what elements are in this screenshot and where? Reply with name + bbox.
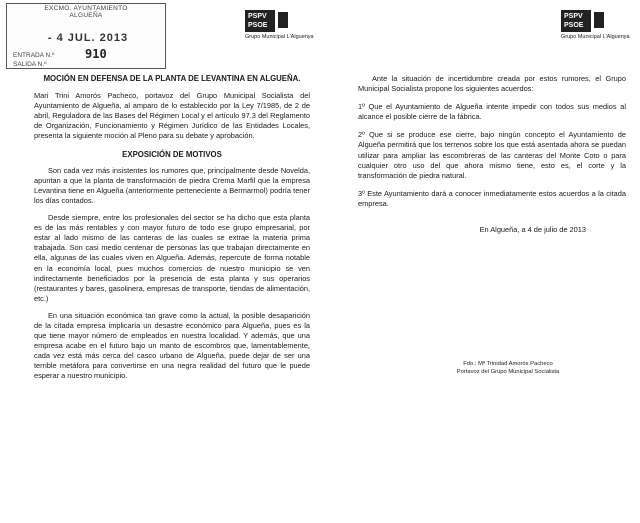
- motion-title: MOCIÓN EN DEFENSA DE LA PLANTA DE LEVANTINA EN ALGUEÑA.: [43, 74, 301, 83]
- motives-paragraph-1: Son cada vez más insistentes los rumores que, principalmente desde Novelda, apuntan a que la planta de transformación de piedra Crema Marfil que la empresa Levantina tiene en Algueña (anteriormente perteneciente a Bermarmol) podría tener los días contados.: [34, 165, 310, 205]
- rose-icon: [278, 12, 288, 28]
- stamp-date: - 4 JUL. 2013: [47, 32, 129, 44]
- registry-stamp: [6, 3, 166, 69]
- psoe-logo-left: [245, 10, 317, 40]
- stamp-entrada-number: 910: [85, 47, 107, 61]
- stamp-salida-label: SALIDA N.º: [13, 61, 47, 68]
- stamp-entrada-label: ENTRADA N.º: [13, 52, 55, 59]
- agreement-3: 3º Este Ayuntamiento dará a conocer inmediatamente estos acuerdos a la citada empresa.: [358, 188, 626, 208]
- logo-line1: PSPV: [248, 13, 267, 20]
- agreement-1: 1º Que el Ayuntamiento de Algueña intente impedir con todos sus medios al alcance el posible cierre de la fábrica.: [358, 102, 626, 122]
- document-date: En Algueña, a 4 de julio de 2013: [479, 225, 586, 235]
- motives-paragraph-3: En una situación económica tan grave como la actual, la posible desaparición de la citada empresa implicaría un desastre económico para Algueña, pues es la que tiene mayor número de empleados en nuestra localidad. Y además, que una empresa acabe en el futuro bajo un manto de escombros que, lamentablemente, cada vez está más cerca del casco urbano de Algueña, puede dejar de ser una terrible metáfora para convertirse en una negra realidad del futuro que le puede esperar a nuestro municipio.: [34, 310, 310, 381]
- stamp-org-line2: ALGUEÑA: [69, 12, 103, 19]
- stamp-org: [11, 5, 161, 19]
- logo-line2: PSOE: [248, 22, 268, 29]
- logo-caption: Grupo Municipal L'Alguenya: [561, 34, 630, 40]
- psoe-logo-right: [561, 10, 633, 40]
- agreement-2: 2º Que si se produce ese cierre, bajo ningún concepto el Ayuntamiento de Algueña permitirá que los terrenos sobre los que está asentada ahora se puedan utilizar para ampliar las escombreras de las canteras del Monte Coto o para cualquier otro uso del que ahora mismo tiene, esto es, el corte y la transformación de piedra natural.: [358, 130, 626, 180]
- motives-paragraph-2: Desde siempre, entre los profesionales del sector se ha dicho que esta planta es de las más rentables y con mayor futuro de todo ese grupo empresarial, por estar al lado mismo de las canteras de las cuales se extrae la materia prima trabajada. Son casi medio centenar de personas las que trabajan directamente en ella, algunas de las cuales viven en Algueña. Además, repercute de forma notable en la economía local, pues muchos comercios de nuestro municipio se ven indirectamente beneficiados por la presencia de esta planta y sus operarios (restaurantes y bares, gasolinera, empresas de transporte, tiendas de alimentación, etc.): [34, 213, 310, 303]
- right-column: [358, 74, 626, 235]
- psoe-logo-box: [561, 10, 591, 32]
- rose-icon: [594, 12, 604, 28]
- psoe-logo-box: [245, 10, 275, 32]
- agreements-intro: Ante la situación de incertidumbre creada por estos rumores, el Grupo Municipal Socialista propone los siguientes acuerdos:: [358, 74, 626, 94]
- intro-paragraph: Mari Trini Amorós Pacheco, portavoz del Grupo Municipal Socialista del Ayuntamiento de Algueña, al amparo de lo establecido por la Ley 7/1985, de 2 de abril, Reguladora de las Bases del Régimen Local y el artículo 97.3 del Reglamento de Organización, Funcionamiento y Régimen Jurídico de las Entidades Locales, presenta la siguiente moción al Pleno para su debate y aprobación.: [34, 91, 310, 141]
- stamp-org-line1: EXCMO. AYUNTAMIENTO: [44, 5, 128, 12]
- signature-role: Portavoz del Grupo Municipal Socialista: [456, 369, 560, 375]
- logo-line2: PSOE: [564, 22, 584, 29]
- section-title: EXPOSICIÓN DE MOTIVOS: [122, 149, 222, 159]
- signature-name: Fdo.: Mª Trinidad Amorós Pacheco: [463, 361, 553, 367]
- logo-line1: PSPV: [564, 13, 583, 20]
- logo-caption: Grupo Municipal L'Alguenya: [245, 34, 314, 40]
- signature-block: [428, 360, 588, 376]
- left-column: [34, 74, 310, 382]
